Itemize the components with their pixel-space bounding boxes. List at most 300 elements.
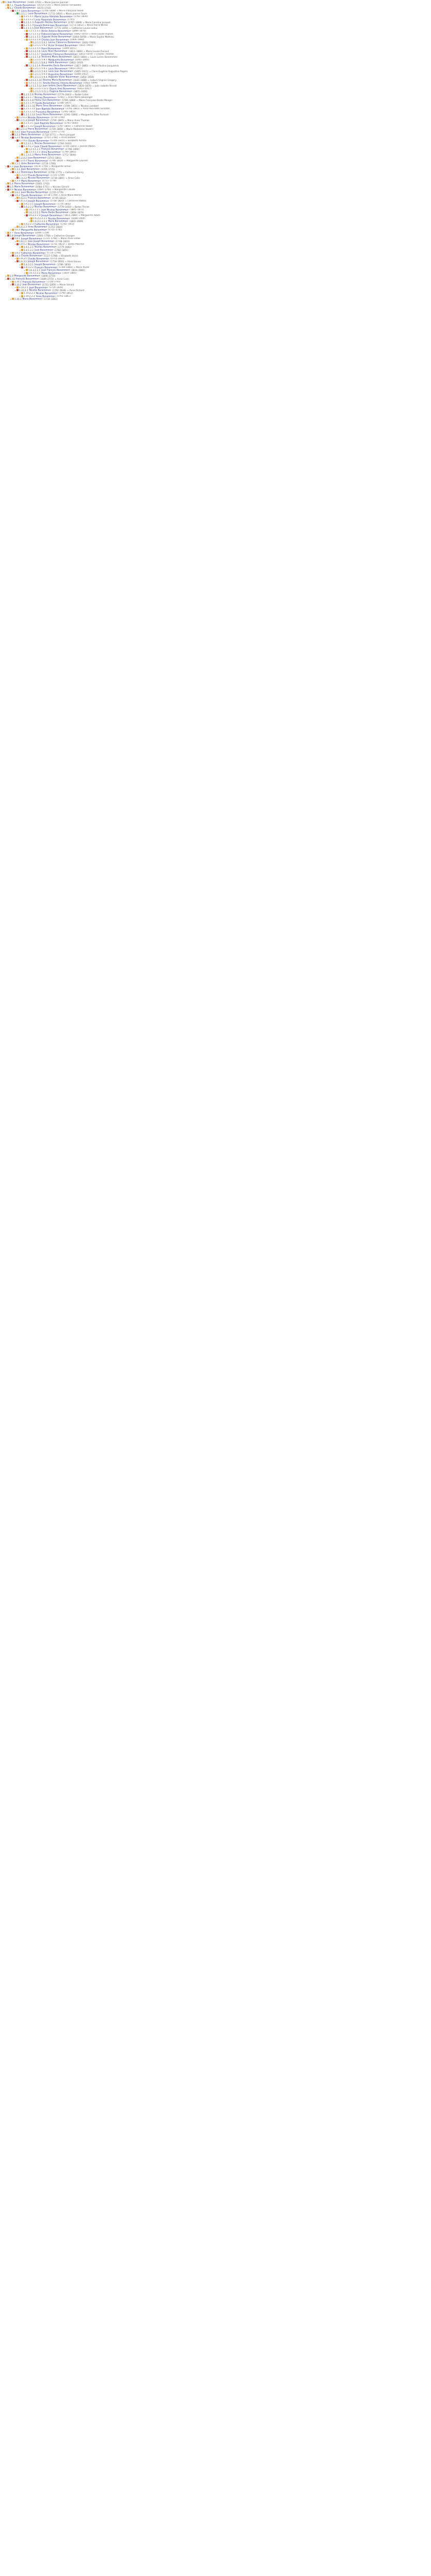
person-icon [26,79,28,81]
expand-arrow-icon[interactable]: ▸ [24,36,25,38]
person-name[interactable]: François Benemmerr [35,266,58,269]
person-icon [21,125,23,127]
expand-arrow-icon[interactable]: ▸ [15,140,16,142]
person-icon [12,137,14,139]
person-name[interactable]: Marie Louise Adélaïde Benemmerr [35,15,73,19]
person-name[interactable]: Claude Benemmerr [21,194,43,197]
expand-arrow-icon[interactable]: ▸ [20,99,21,101]
expand-arrow-icon[interactable]: ▸ [20,122,21,125]
expand-arrow-icon[interactable]: ▸ [10,252,11,255]
expand-arrow-icon[interactable]: ▸ [20,266,21,269]
person-name[interactable]: Nicolas Benemmerr [28,243,50,246]
person-icon [20,263,23,268]
expand-arrow-icon[interactable]: ▸ [20,154,21,156]
expand-arrow-icon[interactable]: ▸ [6,232,7,234]
person-name[interactable]: Jean Benemmerr [35,249,54,252]
expand-arrow-icon[interactable]: ▸ [6,165,7,168]
person-name[interactable]: Marie Benemmerr [21,133,41,137]
person-name[interactable]: Claude Benemmerr [28,258,49,261]
expand-arrow-icon[interactable]: ▸ [10,229,11,231]
person-number: 1.10.2.2 [19,289,28,292]
expand-arrow-icon[interactable]: ▸ [20,223,21,226]
expand-arrow-icon[interactable]: ▸ [10,194,11,197]
person-number: 1.10.2.1 [19,286,28,290]
person-number: 1.6.2.2.2 [24,206,34,209]
person-number: 1.2.1.1.5.7 [28,53,41,56]
person-name[interactable]: Joseph Benemmerr [21,238,42,241]
person-name[interactable]: Nicolas Benemmerr [48,217,70,221]
person-name[interactable]: Désiré Amé Benemmerr [49,88,76,91]
expand-arrow-icon[interactable]: ▸ [1,1,2,4]
person-icon [16,12,19,14]
person-name[interactable]: Nicolas Benemmerr [28,116,50,120]
expand-arrow-icon[interactable]: ▸ [29,220,30,223]
expand-arrow-icon[interactable]: ▸ [10,281,11,283]
person-name[interactable]: François Benemmerr [41,148,64,151]
expand-arrow-icon[interactable]: ▸ [24,64,25,67]
person-number: 1.2.1.1.5.4 [28,39,41,42]
person-name[interactable]: Claude Benemmerr [14,7,36,10]
person-name[interactable]: Augustine Benemmerr [48,73,73,76]
person-dates: (1699–1772) ∞ Anne Colin [40,278,69,281]
person-name[interactable]: Joseph Benemmerr [28,260,49,263]
expand-arrow-icon[interactable]: ▸ [10,168,11,171]
person-name[interactable]: Anne Benemmerr [28,226,47,229]
expand-arrow-icon[interactable]: ▸ [10,137,11,139]
person-name[interactable]: Nicolas Benemmerr [29,289,52,292]
expand-arrow-icon[interactable]: ▸ [20,15,21,18]
person-number: 1.2.1.4 [19,128,27,131]
person-dates: (1811–1880) ∞ Marie Louise Durand [69,50,109,53]
person-name[interactable]: Nicolas Benemmerr [28,177,50,180]
expand-arrow-icon[interactable]: ▸ [15,197,16,199]
expand-arrow-icon[interactable]: ▸ [15,240,16,243]
person-name[interactable]: Jean Benemmerr [35,27,54,30]
expand-arrow-icon[interactable]: ▸ [20,108,21,110]
expand-arrow-icon[interactable]: ▸ [24,272,25,275]
person-name[interactable]: Joseph Benemmerr [14,234,36,238]
person-dates: (1824–1876) ∞ Julie Isabelle Vinceil [77,84,117,88]
family-tree [0,0,431,301]
person-dates: (1789–1860) ∞ Marie Poirot [58,266,89,269]
expand-arrow-icon[interactable]: ▸ [20,142,21,145]
expand-arrow-icon[interactable]: ▸ [29,70,30,73]
expand-arrow-icon[interactable]: ▸ [24,214,25,217]
person-name[interactable]: Catherine Benemmerr [21,252,46,255]
person-dates: (1704–1808) ∞ Marie Françoise Vénet [41,10,84,13]
person-name[interactable]: Anne Benemmerr [21,162,41,165]
person-name[interactable]: Eugénie Benemmerr [49,90,73,93]
person-name[interactable]: Pierre Benemmerr [28,128,48,131]
person-name[interactable]: Nicolas Benemmerr [21,137,43,140]
expand-arrow-icon[interactable]: ▸ [29,41,30,44]
person-dates: (1731–1816) ∞ Marie Jeanne Faure [48,12,87,15]
person-name[interactable]: Joseph Benemmerr [41,214,63,217]
person-name[interactable]: Marie Benemmerr [41,272,61,275]
person-dates: (1786–1857) [57,102,72,105]
person-dates: (1791–1863) ∞ Anne Henriette Girardot [65,108,110,111]
person-name[interactable]: Pierre Benemmerr [28,160,48,163]
person-name[interactable]: Claude Benemmerr [21,255,43,258]
person-dates: (1819–1885) [62,272,77,275]
expand-arrow-icon[interactable]: ▸ [10,298,11,300]
expand-arrow-icon[interactable]: ▸ [29,76,30,78]
person-number: 1.2.4 [14,137,20,140]
person-name[interactable]: Nicolas Benemmerr [35,246,57,249]
expand-arrow-icon[interactable]: ▸ [15,177,16,179]
person-dates: (1800–1870) [72,30,86,33]
person-icon [7,182,9,184]
expand-arrow-icon[interactable]: ▸ [10,131,11,133]
person-dates: (1850–1919) [79,76,94,79]
person-number: 1.2.5 [14,162,20,165]
person-number: 1.8.2 [14,252,20,255]
person-dates: (1746–1819) ∞ Marguerite Laurent [49,160,88,163]
person-number: 1.3.1 [14,168,20,171]
expand-arrow-icon[interactable]: ▸ [15,260,16,263]
person-icon [30,59,32,61]
person-icon [21,223,23,225]
person-name[interactable]: Victor Antoine Benemmerr [41,30,71,33]
person-name[interactable]: Louis Benemmerr [21,10,41,13]
person-name[interactable]: Marguerite Benemmerr [21,229,47,232]
person-name[interactable]: Marie Anne Benemmerr [36,105,63,108]
person-name[interactable]: Marie Barbe Benemmerr [41,211,69,214]
expand-arrow-icon[interactable]: ▸ [15,258,16,260]
person-name[interactable]: Marie Benemmerr [14,185,35,189]
expand-arrow-icon[interactable]: ▸ [10,180,11,182]
person-dates: (1767–1841) ∞ Catherine Rosier [57,125,93,128]
person-dates: (1822–1899) [83,82,98,85]
expand-arrow-icon[interactable]: ▸ [6,7,7,9]
expand-arrow-icon[interactable]: ▸ [29,73,30,76]
person-name[interactable]: Claude Benemmerr [14,4,36,7]
person-name[interactable]: Edmond Gabriel Benemmerr [41,33,73,36]
person-name[interactable]: Louis Jean Benemmerr [48,70,73,73]
person-number: 1.8.3.1 [19,258,27,261]
expand-arrow-icon[interactable]: ▸ [10,171,11,174]
person-name[interactable]: François Benemmerr [22,281,46,284]
person-name[interactable]: Marie Benemmerr [21,180,41,183]
person-dates: (1815–1884) ∞ Louis Lucien Benemmerr [73,56,118,59]
person-name[interactable]: Joséphine Clémence Benemmerr [41,53,78,56]
person-icon [26,151,28,153]
expand-arrow-icon[interactable]: ▸ [6,275,7,277]
person-icon [16,200,19,202]
person-name[interactable]: Auguste Victor Benemmerr [41,36,72,39]
expand-arrow-icon[interactable]: ▸ [15,289,16,292]
person-icon [21,154,23,156]
person-number: 1.2.1.1.4 [24,24,34,27]
expand-arrow-icon[interactable]: ▸ [15,119,16,122]
expand-arrow-icon[interactable]: ▸ [15,286,16,289]
expand-arrow-icon[interactable]: ▸ [6,185,7,188]
person-name[interactable]: Joseph Benemmerr [35,125,56,128]
expand-arrow-icon[interactable]: ▸ [24,39,25,41]
person-icon [26,39,28,41]
person-name[interactable]: Marguerite Benemmerr [48,59,74,62]
person-number: 1.2.1.1.10 [24,105,35,108]
person-name[interactable]: Joseph Benemmerr [35,263,56,266]
person-dates: (1736–1805) ∞ Marie Anne Thomas [50,119,90,122]
expand-arrow-icon[interactable]: ▸ [24,33,25,36]
expand-arrow-icon[interactable]: ▸ [20,249,21,251]
person-number: 1.6.2.3 [19,226,27,229]
expand-arrow-icon[interactable]: ▸ [20,96,21,99]
expand-arrow-icon[interactable]: ▸ [20,125,21,128]
expand-arrow-icon[interactable]: ▸ [10,191,11,194]
person-name[interactable]: Jean François Benemmerr [21,131,50,134]
person-number: 1.8.3 [14,255,20,258]
expand-arrow-icon[interactable]: ▸ [24,53,25,56]
expand-arrow-icon[interactable]: ▸ [15,200,16,202]
person-name[interactable]: Françoise Benemmerr [36,111,61,114]
person-dates: (1751–1819) [48,226,63,229]
person-dates: (1734–1802) [43,298,58,301]
expand-arrow-icon[interactable]: ▸ [6,278,7,280]
person-name[interactable]: Jean Benemmerr [21,168,40,171]
person-name[interactable]: Louis Benemmerr [48,67,68,71]
person-name[interactable]: Jean Benemmerr [14,165,33,168]
person-icon [21,19,23,21]
person-name[interactable]: Jean Nicolas Benemmerr [21,191,48,194]
expand-arrow-icon[interactable]: ▸ [24,50,25,53]
person-name[interactable]: Claude Benemmerr [28,140,49,142]
expand-arrow-icon[interactable]: ▸ [20,206,21,208]
person-name[interactable]: Nicolas Benemmerr [14,189,37,192]
person-icon [10,191,14,196]
person-dates: (1705–1770) [41,168,55,171]
expand-arrow-icon[interactable]: ▸ [29,61,30,64]
person-name[interactable]: Jean Isidore Denis Benemmerr [42,84,77,88]
person-name[interactable]: Dominique Benemmerr [21,171,47,174]
person-icon [12,255,14,257]
person-number: 1.2.1.1.8 [24,99,34,102]
person-name[interactable]: Catherine Benemmerr [35,223,59,226]
person-icon [7,275,9,277]
expand-arrow-icon[interactable]: ▸ [20,102,21,105]
expand-arrow-icon[interactable]: ▸ [29,67,30,70]
expand-arrow-icon[interactable]: ▸ [10,162,11,165]
expand-arrow-icon[interactable]: ▸ [24,211,25,214]
person-name[interactable]: Victor Armand Benemmerr [48,44,78,47]
expand-arrow-icon[interactable]: ▸ [15,128,16,130]
person-name[interactable]: Anne Benemmerr [36,295,56,298]
person-icon [12,229,14,231]
person-name[interactable]: Louise Clémence Benemmerr [48,41,81,44]
expand-arrow-icon[interactable]: ▸ [24,79,25,81]
person-name[interactable]: Claude Benemmerr [28,174,49,177]
person-name[interactable]: Amélie Désirée Victoire Benemmerr [42,82,82,85]
expand-arrow-icon[interactable]: ▸ [6,189,7,191]
person-name[interactable]: François Benemmerr [15,278,39,281]
person-icon [21,21,23,23]
person-number: 1.10 [10,278,15,281]
expand-arrow-icon[interactable]: ▸ [10,238,11,240]
person-dates: (1781) ∞ Anne Marie Boulanger [57,96,93,99]
person-name[interactable]: Adèle Benemmerr [48,61,69,64]
person-name[interactable]: Henri Benemmerr [41,47,61,50]
person-dates: (1806–1880) [70,39,85,42]
person-icon [20,21,23,26]
person-name[interactable]: Marie Anne Benemmerr [35,154,61,157]
person-name[interactable]: Jean Claude Benemmerr [35,145,62,148]
expand-arrow-icon[interactable]: ▸ [20,24,21,27]
person-name[interactable]: Jean Nicolas Benemmerr [41,209,69,212]
person-name[interactable]: Nicolas Benemmerr [35,96,57,99]
person-name[interactable]: Jean Benemmerr [7,1,26,4]
expand-arrow-icon[interactable]: ▸ [24,82,25,84]
expand-arrow-icon[interactable]: ▸ [10,255,11,257]
expand-arrow-icon[interactable]: ▸ [6,4,7,7]
expand-arrow-icon[interactable]: ▸ [20,19,21,21]
person-dates: (1813–1870) ∞ Charles Thomas [78,53,114,56]
expand-arrow-icon[interactable]: ▸ [15,243,16,246]
person-number: 1.10.3 [14,298,22,301]
person-name[interactable]: Jean François Benemmerr [41,269,70,272]
expand-arrow-icon[interactable]: ▸ [29,59,30,61]
person-name[interactable]: Jean Baptiste Benemmerr [35,122,63,125]
expand-arrow-icon[interactable]: ▸ [20,105,21,107]
person-name[interactable]: Marie Benemmerr [22,298,43,301]
person-dates: (1748–1810) [55,240,70,243]
person-name[interactable]: Joseph Benemmerr [35,203,56,206]
person-name[interactable]: Nicolas Benemmerr [36,292,58,295]
expand-arrow-icon[interactable]: ▸ [24,209,25,211]
person-dates: (1805–1872) [70,209,84,212]
expand-arrow-icon[interactable]: ▸ [20,27,21,29]
person-dates: (1675–1743) [37,7,51,10]
person-name[interactable]: Victorine Marie Benemmerr [41,56,72,59]
person-icon [5,1,9,6]
person-dates: (1779–1843) ∞ Barbe Collet [57,93,89,96]
person-number: 1.2.1.1.5.1 [28,30,41,33]
person-icon [21,246,23,248]
person-name[interactable]: Nicolas Benemmerr [35,142,57,145]
person-name[interactable]: Augustin Nicolas Benemmerr [35,21,67,24]
person-name[interactable]: Pierre Benemmerr [14,182,35,185]
person-icon [21,206,23,208]
person-name[interactable]: Marie Benemmerr [48,220,69,223]
person-name[interactable]: Anne Benemmerr [14,232,34,234]
person-name[interactable]: Jean Benemmerr [29,286,48,290]
expand-arrow-icon[interactable]: ▸ [10,283,11,286]
person-dates: (1693–1768) ∞ Catherine Georges [36,234,75,238]
expand-arrow-icon[interactable]: ▸ [24,30,25,32]
expand-arrow-icon[interactable]: ▸ [29,88,30,90]
expand-arrow-icon[interactable]: ▸ [15,116,16,119]
person-number: 1.2.1 [14,10,20,13]
person-icon [26,61,30,66]
person-name[interactable]: Jean Joseph Benemmerr [28,240,55,243]
person-name[interactable]: Alexandre Denis Benemmerr [41,64,74,67]
expand-arrow-icon[interactable]: ▸ [20,292,21,295]
person-dates: (1734–1790) [51,116,65,120]
person-number: 1.4 [10,182,13,185]
expand-arrow-icon[interactable]: ▸ [15,174,16,177]
person-name[interactable]: Joseph Benemmerr [28,200,49,203]
person-name[interactable]: Pierre Clair Benemmerr [35,99,61,102]
person-name[interactable]: Jean Benemmerr [28,157,47,160]
expand-arrow-icon[interactable]: ▸ [20,263,21,266]
person-icon [30,67,32,70]
expand-arrow-icon[interactable]: ▸ [20,93,21,96]
person-name[interactable]: François Benemmerr [28,197,51,200]
person-name[interactable]: Louis Henri Benemmerr [41,50,68,53]
person-dates: (1755–1823) [50,258,65,261]
person-name[interactable]: Joseph Dominique Benemmerr [35,24,69,27]
expand-arrow-icon[interactable]: ▸ [24,47,25,49]
person-number: 1.8.3.2.1 [24,263,34,266]
person-dates: (1681–1742) [35,182,50,185]
expand-arrow-icon[interactable]: ▸ [15,226,16,228]
person-name[interactable]: Désirée Marie Benemmerr [42,79,72,82]
person-name[interactable]: Marguerite Benemmerr [14,275,41,278]
expand-arrow-icon[interactable]: ▸ [10,133,11,136]
person-number: 1.2.1.1.2 [24,19,34,22]
person-name[interactable]: Anne Benemmerr [41,151,61,154]
expand-arrow-icon[interactable]: ▸ [29,90,30,93]
person-icon [21,122,23,124]
expand-arrow-icon[interactable]: ▸ [20,246,21,248]
person-number: 1.2.1.1.5.8 [28,56,41,59]
expand-arrow-icon[interactable]: ▸ [6,234,7,237]
person-name[interactable]: Joseph Benemmerr [28,119,49,122]
person-dates: (1707–1774) [51,131,65,134]
expand-arrow-icon[interactable]: ▸ [24,84,25,87]
person-number: 1.2.1.1.13 [24,113,35,116]
tree-row[interactable] [0,298,431,301]
person-name[interactable]: Louis Hyppolyte Benemmerr [35,19,67,22]
expand-arrow-icon[interactable]: ▸ [15,160,16,162]
expand-arrow-icon[interactable]: ▸ [20,111,21,113]
expand-arrow-icon[interactable]: ▸ [29,217,30,220]
person-name[interactable]: Jean Benemmerr [22,283,41,286]
person-number: 1.8.3.2.2.2 [28,272,41,275]
person-name[interactable]: Charles Jean Benemmerr [41,39,69,42]
person-dates: (1673–1735) ∞ Marie Jeanne Fernandez [37,4,81,7]
person-name[interactable]: Nicolas Benemmerr [35,93,57,96]
person-dates: (1762–1838) ∞ Anne Richard [52,289,85,292]
expand-arrow-icon[interactable]: ▸ [29,44,30,47]
person-number: 1.2.1.1.5.6 [28,50,41,53]
person-icon [12,252,14,254]
expand-arrow-icon[interactable]: ▸ [15,157,16,159]
expand-arrow-icon[interactable]: ▸ [24,56,25,58]
expand-arrow-icon[interactable]: ▸ [24,269,25,272]
person-icon [15,240,19,245]
expand-arrow-icon[interactable]: ▸ [10,10,11,12]
person-name[interactable]: Louis Pierre Benemmerr [36,113,63,116]
expand-arrow-icon[interactable]: ▸ [15,12,16,15]
person-name[interactable]: Louis Benemmerr [28,12,47,15]
person-name[interactable]: Jean Baptiste Benemmerr [36,108,65,111]
person-number: 1.10.2.2.2 [24,295,35,298]
person-dates: (1772–1849) [62,154,76,157]
expand-arrow-icon[interactable]: ▸ [20,113,21,116]
expand-arrow-icon[interactable]: ▸ [24,151,25,154]
expand-arrow-icon[interactable]: ▸ [20,145,21,148]
person-name[interactable]: Augustin Victor Benemmerr [48,76,79,79]
expand-arrow-icon[interactable]: ▸ [20,295,21,298]
person-name[interactable]: Nicolas Benemmerr [35,206,57,209]
person-number: 1.8.3.2 [19,260,27,263]
expand-arrow-icon[interactable]: ▸ [20,21,21,24]
person-name[interactable]: Claude Benemmerr [35,102,56,105]
expand-arrow-icon[interactable]: ▸ [6,182,7,185]
expand-arrow-icon[interactable]: ▸ [24,148,25,150]
expand-arrow-icon[interactable]: ▸ [20,203,21,206]
